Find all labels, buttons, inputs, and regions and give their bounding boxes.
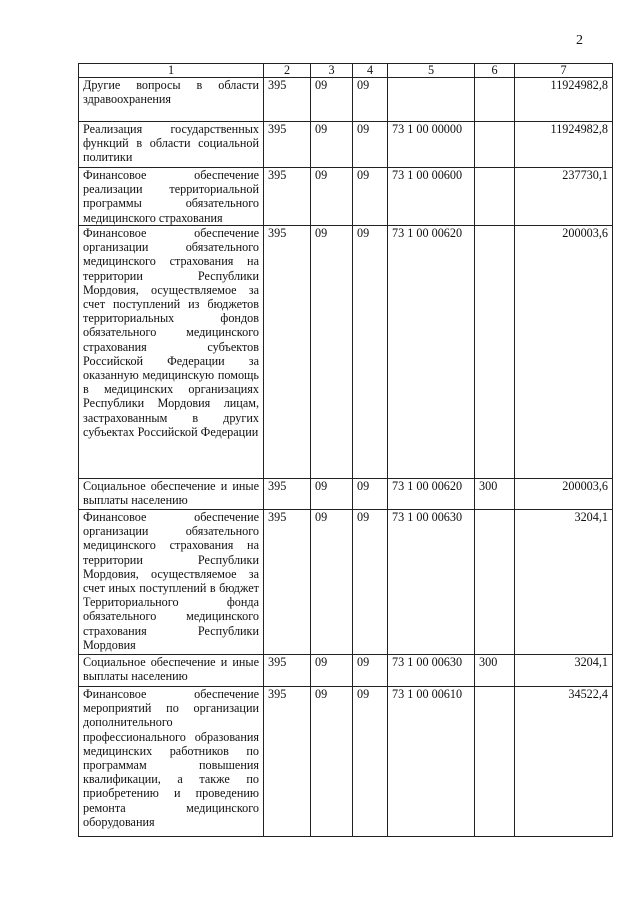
expense-type-code [475,510,515,655]
subsection-code: 09 [353,78,388,122]
section-code: 09 [311,655,353,687]
table-row [79,78,613,122]
amount: 11924982,8 [515,78,613,122]
column-header: 2 [264,64,311,78]
subsection-code: 09 [353,687,388,837]
expense-name: Финансовое обеспечение организации обязательного медицинского страхования на территории Республики Мордовия, осуществляемое за счет поступлений из бюджетов территориальных фондов обязательного медицинского страхования субъектов Российской Федерации за оказанную медицинскую помощь в медицинских организациях Республики Мордовия лицам, застрахованным в других субъектах Российской Федерации [79,226,264,479]
target-article-code: 73 1 00 00620 [388,226,475,479]
table-row [79,122,613,168]
grbs-code: 395 [264,510,311,655]
column-header: 7 [515,64,613,78]
section-code: 09 [311,78,353,122]
expense-name: Финансовое обеспечение организации обязательного медицинского страхования на территории Республики Мордовия, осуществляемое за счет иных поступлений в бюджет Территориального фонда обязательного медицинского страхования Республики Мордовия [79,510,264,655]
section-code: 09 [311,122,353,168]
subsection-code: 09 [353,510,388,655]
expense-name: Социальное обеспечение и иные выплаты населению [79,479,264,510]
expense-type-code [475,226,515,479]
amount: 200003,6 [515,226,613,479]
section-code: 09 [311,226,353,479]
expense-type-code [475,687,515,837]
grbs-code: 395 [264,226,311,479]
amount: 3204,1 [515,655,613,687]
amount: 3204,1 [515,510,613,655]
table-row [79,226,613,479]
expense-name: Другие вопросы в области здравоохранения [79,78,264,122]
column-header: 6 [475,64,515,78]
grbs-code: 395 [264,687,311,837]
grbs-code: 395 [264,655,311,687]
target-article-code [388,78,475,122]
subsection-code: 09 [353,122,388,168]
section-code: 09 [311,687,353,837]
expense-name: Реализация государственных функций в области социальной политики [79,122,264,168]
column-header: 3 [311,64,353,78]
expense-name: Финансовое обеспечение реализации территориальной программы обязательного медицинского страхования [79,168,264,226]
page-number: 2 [576,33,583,48]
subsection-code: 09 [353,168,388,226]
expense-type-code [475,122,515,168]
table-row [79,687,613,837]
subsection-code: 09 [353,655,388,687]
section-code: 09 [311,168,353,226]
table-row [79,479,613,510]
grbs-code: 395 [264,479,311,510]
target-article-code: 73 1 00 00000 [388,122,475,168]
amount: 34522,4 [515,687,613,837]
expense-name: Финансовое обеспечение мероприятий по организации дополнительного профессионального образования медицинских работников по программам повышения квалификации, а также по приобретению и проведению ремонта медицинского оборудования [79,687,264,837]
target-article-code: 73 1 00 00610 [388,687,475,837]
table-row [79,510,613,655]
section-code: 09 [311,510,353,655]
grbs-code: 395 [264,78,311,122]
column-header: 1 [79,64,264,78]
target-article-code: 73 1 00 00630 [388,510,475,655]
budget-table [78,63,613,837]
column-header: 5 [388,64,475,78]
amount: 11924982,8 [515,122,613,168]
expense-type-code: 300 [475,655,515,687]
subsection-code: 09 [353,226,388,479]
table-row [79,655,613,687]
table-row [79,168,613,226]
target-article-code: 73 1 00 00630 [388,655,475,687]
expense-type-code [475,78,515,122]
target-article-code: 73 1 00 00620 [388,479,475,510]
section-code: 09 [311,479,353,510]
expense-type-code: 300 [475,479,515,510]
amount: 237730,1 [515,168,613,226]
target-article-code: 73 1 00 00600 [388,168,475,226]
header-row [79,64,613,78]
amount: 200003,6 [515,479,613,510]
column-header: 4 [353,64,388,78]
subsection-code: 09 [353,479,388,510]
expense-name: Социальное обеспечение и иные выплаты населению [79,655,264,687]
expense-type-code [475,168,515,226]
grbs-code: 395 [264,168,311,226]
grbs-code: 395 [264,122,311,168]
